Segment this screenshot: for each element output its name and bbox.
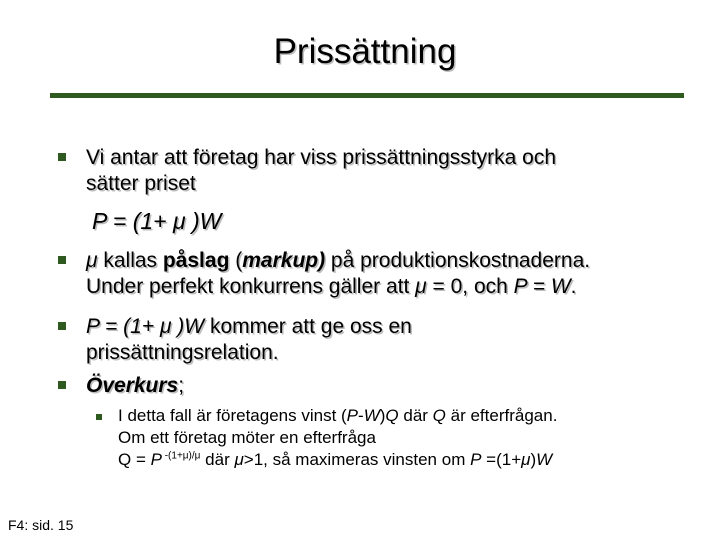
sub-line-1-a: I detta fall är företagens vinst ( xyxy=(118,406,347,425)
bullet-3-line-1 xyxy=(86,314,412,340)
bullet-3-text: kommer att ge oss en xyxy=(204,315,412,338)
price-formula xyxy=(92,206,221,236)
sub-line-3-paren: ) xyxy=(530,450,537,469)
mu-symbol-2: μ xyxy=(415,275,427,298)
sub-line-3-eq: =(1+ xyxy=(481,450,522,469)
sub-bullet-marker xyxy=(96,414,102,420)
title-divider xyxy=(50,93,684,98)
bullet-marker-4 xyxy=(58,381,66,389)
bullet-3-formula-a: P = (1+ xyxy=(86,315,160,338)
sub-line-3-q: Q = xyxy=(118,450,151,469)
bullet-2-line-2-b: = 0, och xyxy=(426,275,514,298)
sub-line-1-w: W xyxy=(363,406,380,425)
bullet-marker-1 xyxy=(58,153,66,161)
bullet-2-line-2 xyxy=(86,274,590,300)
sub-line-3-p: P xyxy=(150,450,162,469)
bullet-1-line-1: Vi antar att företag har viss prissättningsstyrka och xyxy=(86,146,556,169)
sub-line-1-dar: där xyxy=(398,406,433,425)
bullet-2 xyxy=(86,248,590,300)
sub-line-1-end: är efterfrågan. xyxy=(445,406,558,425)
sub-line-1 xyxy=(118,405,557,427)
sub-line-1-q2: Q xyxy=(432,406,446,425)
slide-title: Prissättning xyxy=(273,32,457,71)
sub-line-3-exponent: -(1+μ)/μ xyxy=(161,450,201,462)
overkurs-heading: Överkurs xyxy=(86,374,179,397)
sub-line-3-mu2: μ xyxy=(521,450,531,469)
bullet-marker-2 xyxy=(58,256,66,264)
mu-symbol-3: μ xyxy=(159,315,172,338)
bullet-3-line-2: prissättningsrelation. xyxy=(86,341,279,364)
markup-english-term: markup) xyxy=(242,249,326,272)
markup-term: påslag xyxy=(162,249,230,272)
sub-line-3-p2: P xyxy=(470,450,482,469)
page-footer: F4: sid. 15 xyxy=(8,517,74,533)
sub-line-3-dar: där xyxy=(200,450,235,469)
bullet-4-rest: ; xyxy=(178,374,185,397)
sub-line-2: Om ett företag möter en efterfråga xyxy=(118,428,376,447)
mu-symbol: μ xyxy=(86,249,98,272)
bullet-3-formula-b: )W xyxy=(171,315,205,338)
sub-line-3-mu: μ xyxy=(234,450,244,469)
sub-line-1-minus: - xyxy=(358,406,364,425)
formula-left: P = (1+ xyxy=(92,208,173,234)
bullet-2-line-1 xyxy=(86,248,590,274)
sub-line-1-p: P xyxy=(346,406,359,425)
formula-mu: μ xyxy=(172,208,186,234)
bullet-2-text-a: kallas xyxy=(97,249,163,272)
bullet-1-line-2: sätter priset xyxy=(86,172,196,195)
bullet-2-text-b: ( xyxy=(229,249,243,272)
sub-line-1-paren: ) xyxy=(379,406,386,425)
bullet-2-line-2-a: Under perfekt konkurrens gäller att xyxy=(86,275,416,298)
sub-line-3-text: >1, så maximeras vinsten om xyxy=(243,450,471,469)
sub-bullet xyxy=(118,405,557,471)
bullet-2-line-2-d: . xyxy=(570,275,577,298)
bullet-marker-3 xyxy=(58,322,66,330)
bullet-4 xyxy=(86,373,184,399)
bullet-3 xyxy=(86,314,412,366)
bullet-2-text-c: på produktionskostnaderna. xyxy=(325,249,591,272)
formula-right: )W xyxy=(185,208,222,234)
sub-line-3-w: W xyxy=(536,450,553,469)
sub-line-3 xyxy=(118,449,557,471)
p-equals-w: P = W xyxy=(513,275,571,298)
sub-line-1-q: Q xyxy=(385,406,399,425)
bullet-1 xyxy=(86,145,556,197)
